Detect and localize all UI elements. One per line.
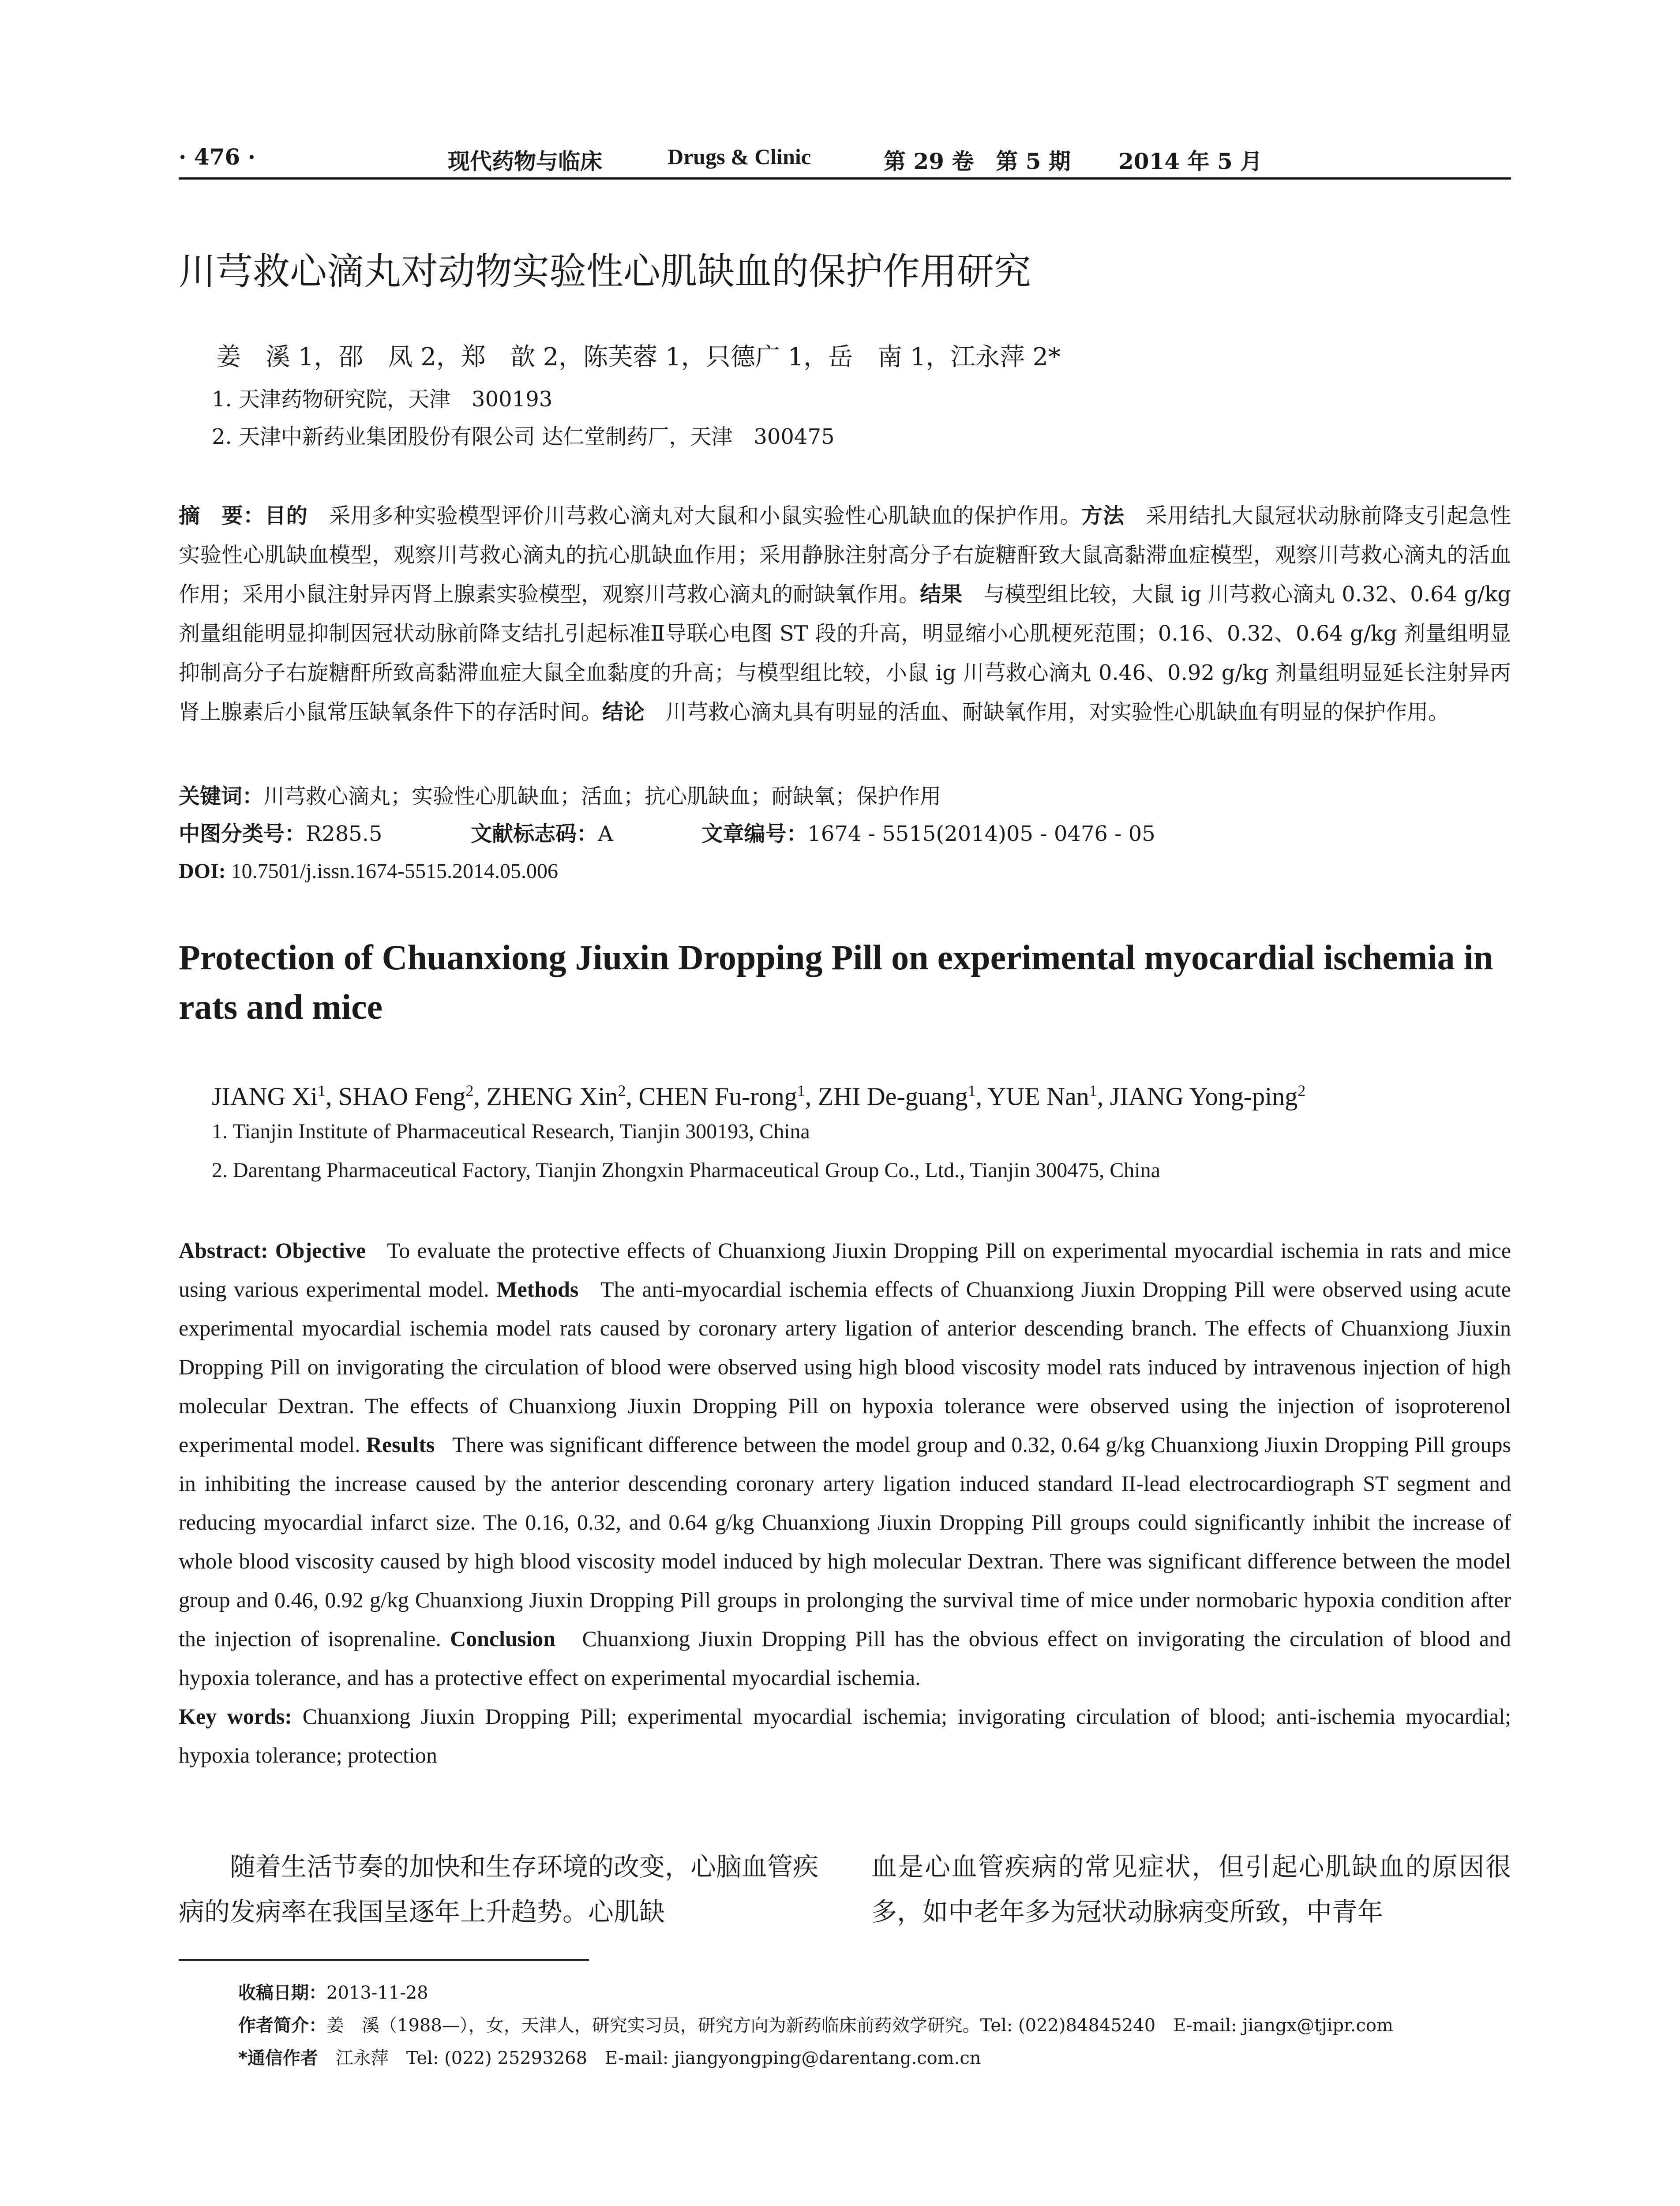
cn-abstract — [179, 496, 1511, 732]
footnote-author — [238, 2009, 1518, 2042]
en-author-aff: 2 — [618, 1082, 626, 1099]
footnote-rule — [179, 1959, 589, 1961]
cn-title: 川芎救心滴丸对动物实验性心肌缺血的保护作用研究 — [179, 250, 1031, 293]
body-column-left — [179, 1844, 818, 1934]
cn-clc-label: 中图分类号： — [179, 822, 306, 846]
cn-doccode: A — [598, 822, 613, 846]
en-author-aff: 1 — [797, 1082, 805, 1099]
en-affiliation-2: 2. Darentang Pharmaceutical Factory, Tianjin Zhongxin Pharmaceutical Group Co., Ltd., Tianjin 300475, China — [212, 1159, 1160, 1182]
en-objective-label: Objective — [275, 1238, 366, 1263]
en-results-text: There was significant difference between the model group and 0.32, 0.64 g/kg Chuanxiong Jiuxin Dropping Pill groups in inhibiting the increase caused by the anterior descending coronary artery ligation induced standard II-lead electrocardiograph ST segment and reducing myocardial infarct size. The 0.16, 0.32, and 0.64 g/kg Chuanxiong Jiuxin Dropping Pill groups could significantly inhibit the increase of whole blood viscosity caused by high blood viscosity model induced by high molecular Dextran. There was significant difference between the model group and 0.46, 0.92 g/kg Chuanxiong Jiuxin Dropping Pill groups in prolonging the survival time of mice under normobaric hypoxia condition after the injection of isoprenaline. — [179, 1432, 1511, 1651]
en-author-aff: 2 — [1298, 1082, 1306, 1099]
body-column-right — [871, 1844, 1511, 1934]
en-methods-label: Methods — [496, 1277, 579, 1302]
author-info-label: 作者简介： — [238, 2015, 326, 2036]
cn-methods-label: 方法 — [1081, 503, 1125, 528]
journal-name-en: Drugs & Clinic — [668, 144, 811, 169]
page-number: · 476 · — [179, 144, 255, 170]
en-methods-text: The anti-myocardial ischemia effects of Chuanxiong Jiuxin Dropping Pill were observed using acute experimental myocardial ischemia model rats caused by coronary artery ligation of anterior descending branch. The effects of Chuanxiong Jiuxin Dropping Pill on invigorating the circulation of blood were observed using high blood viscosity model rats induced by intravenous injection of high molecular Dextran. The effects of Chuanxiong Jiuxin Dropping Pill on hypoxia tolerance were observed using the injection of isoproterenol experimental model. — [179, 1277, 1511, 1457]
cn-conclusion-text: 川芎救心滴丸具有明显的活血、耐缺氧作用，对实验性心肌缺血有明显的保护作用。 — [666, 700, 1450, 724]
en-author: YUE Nan — [987, 1082, 1089, 1111]
en-conclusion-label: Conclusion — [450, 1626, 556, 1651]
en-author: SHAO Feng — [338, 1082, 466, 1111]
received-label: 收稿日期： — [238, 1983, 326, 2003]
en-author: ZHI De-guang — [818, 1082, 968, 1111]
corresponding-label: *通信作者 — [238, 2048, 318, 2068]
cn-doccode-label: 文献标志码： — [471, 822, 598, 846]
en-author-aff: 1 — [1089, 1082, 1097, 1099]
en-author-aff: 1 — [318, 1082, 326, 1099]
en-abstract — [179, 1231, 1511, 1775]
cn-classification-line — [179, 818, 1155, 849]
received-date: 2013-11-28 — [326, 1983, 428, 2003]
cn-results-label: 结果 — [920, 582, 963, 607]
doi-value: 10.7501/j.issn.1674-5515.2014.05.006 — [231, 859, 559, 883]
en-authors: JIANG Xi$^1$, SHAO Feng$^2$, ZHENG Xin$^2$, CHEN Fu-rong$^1$, ZHI De-guang$^1$, YUE Nan$^1$, JIANG Yong-ping$^2$ — [212, 1082, 1306, 1111]
cn-authors: 姜 溪 1，邵 凤 2，郑 歆 2，陈芙蓉 1，只德广 1，岳 南 1，江永萍 2* — [216, 343, 1061, 371]
en-keywords-label: Key words: — [179, 1704, 292, 1729]
body-paragraph-right: 血是心血管疾病的常见症状，但引起心肌缺血的原因很多，如中老年多为冠状动脉病变所致，中青年 — [871, 1852, 1511, 1927]
en-title: Protection of Chuanxiong Jiuxin Dropping Pill on experimental myocardial ischemia in rats and mice — [179, 938, 1493, 1027]
en-author: JIANG Yong-ping — [1110, 1082, 1298, 1111]
en-author: CHEN Fu-rong — [638, 1082, 797, 1111]
corresponding-info: 江永萍 Tel: (022) 25293268 E-mail: jiangyongping@darentang.com.cn — [335, 2048, 981, 2068]
cn-clc: R285.5 — [306, 822, 382, 846]
cn-conclusion-label: 结论 — [602, 700, 645, 724]
journal-name-cn: 现代药物与临床 — [448, 148, 602, 174]
issue-info: 第 29 卷 第 5 期 — [884, 148, 1071, 174]
en-keywords-text: Chuanxiong Jiuxin Dropping Pill; experimental myocardial ischemia; invigorating circulation of blood; anti-ischemia myocardial; hypoxia tolerance; protection — [179, 1704, 1511, 1767]
cn-objective-text: 采用多种实验模型评价川芎救心滴丸对大鼠和小鼠实验性心肌缺血的保护作用。 — [329, 503, 1082, 528]
en-author: JIANG Xi — [212, 1082, 318, 1111]
en-author: ZHENG Xin — [486, 1082, 618, 1111]
en-objective-text: To evaluate the protective effects of Chuanxiong Jiuxin Dropping Pill on experimental myocardial ischemia in rats and mice using various experimental model. — [179, 1238, 1511, 1302]
doi-label: DOI: — [179, 859, 226, 883]
en-results-label: Results — [366, 1432, 435, 1457]
cn-methods-text: 采用结扎大鼠冠状动脉前降支引起急性实验性心肌缺血模型，观察川芎救心滴丸的抗心肌缺血作用；采用静脉注射高分子右旋糖酐致大鼠高黏滞血症模型，观察川芎救心滴丸的活血作用；采用小鼠注射异丙肾上腺素实验模型，观察川芎救心滴丸的耐缺氧作用。 — [179, 503, 1511, 607]
author-info: 姜 溪（1988—），女，天津人，研究实习员，研究方向为新药临床前药效学研究。Tel: (022)84845240 E-mail: jiangx@tjipr.com — [326, 2015, 1393, 2036]
running-header — [179, 141, 1511, 176]
cn-keywords — [179, 781, 941, 812]
en-author-aff: 1 — [968, 1082, 976, 1099]
en-affiliation-1: 1. Tianjin Institute of Pharmaceutical Research, Tianjin 300193, China — [212, 1120, 810, 1143]
header-rule — [179, 177, 1511, 180]
cn-abstract-label: 摘 要： — [179, 503, 265, 528]
cn-keywords-label: 关键词： — [179, 784, 264, 809]
cn-objective-label: 目的 — [264, 503, 308, 528]
en-author-aff: 2 — [465, 1082, 474, 1099]
cn-results-text: 与模型组比较，大鼠 ig 川芎救心滴丸 0.32、0.64 g/kg 剂量组能明显抑制因冠状动脉前降支结扎引起标准Ⅱ导联心电图 ST 段的升高，明显缩小心肌梗死范围；0.16、0.32、0.64 g/kg 剂量组明显抑制高分子右旋糖酐所致高黏滞血症大鼠全血黏度的升高；与模型组比较，小鼠 ig 川芎救心滴丸 0.46、0.92 g/kg 剂量组明显延长注射异丙肾上腺素后小鼠常压缺氧条件下的存活时间。 — [179, 582, 1511, 724]
issue-date: 2014 年 5 月 — [1118, 148, 1263, 174]
cn-affiliation-1: 1. 天津药物研究院，天津 300193 — [212, 387, 553, 412]
footnotes — [238, 1977, 1518, 2075]
body-paragraph-left: 随着生活节奏的加快和生存环境的改变，心脑血管疾病的发病率在我国呈逐年上升趋势。心肌缺 — [179, 1852, 819, 1927]
cn-article-no-label: 文章编号： — [701, 822, 808, 846]
doi-line — [179, 856, 558, 887]
cn-article-no: 1674 - 5515(2014)05 - 0476 - 05 — [807, 822, 1155, 846]
en-conclusion-text: Chuanxiong Jiuxin Dropping Pill has the obvious effect on invigorating the circulation of blood and hypoxia tolerance, and has a protective effect on experimental myocardial ischemia. — [179, 1626, 1511, 1690]
cn-keywords-text: 川芎救心滴丸；实验性心肌缺血；活血；抗心肌缺血；耐缺氧；保护作用 — [263, 784, 941, 809]
footnote-corresponding — [238, 2042, 1518, 2075]
footnote-received — [238, 1977, 1518, 2009]
cn-affiliation-2: 2. 天津中新药业集团股份有限公司 达仁堂制药厂，天津 300475 — [212, 424, 835, 449]
en-abstract-label: Abstract: — [179, 1238, 268, 1263]
